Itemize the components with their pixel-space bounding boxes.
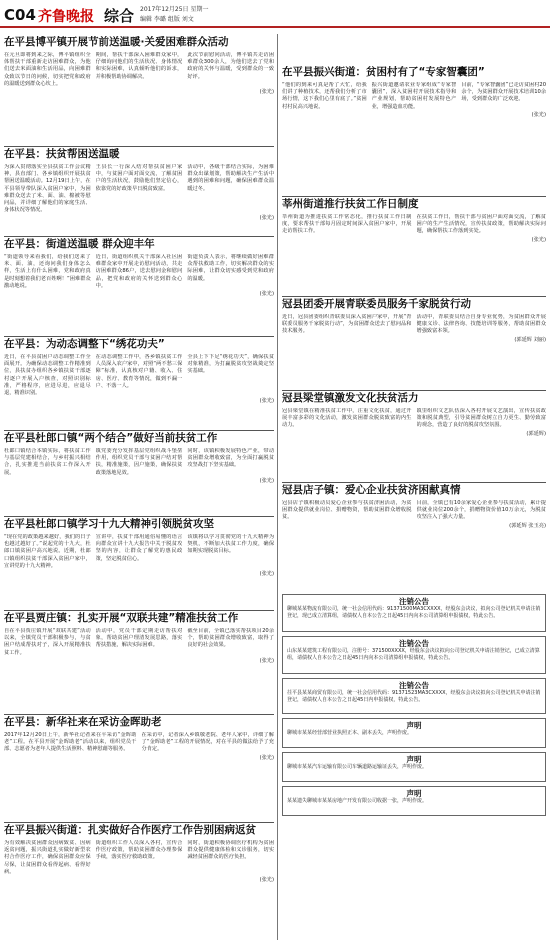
- article-paragraph: 莘州街道为推进扶贫工作常态化，推行扶贫工作日制度，要求帮扶干部每月固定时间深入贫困户家中，开展走访帮扶工作。: [282, 214, 412, 235]
- article-source: (郭延辉 刘丽): [514, 336, 546, 343]
- article-source: (张光): [259, 215, 274, 222]
- article-separator: [4, 236, 274, 237]
- notice-body: 聊城市某某经营部营业执照正本、副本丢失，声明作废。: [287, 730, 413, 736]
- article-paragraph: 近日，冠县团委组织青联委员深入贫困户家中，开展“青联委员服务千家脱贫行动”，为贫困群众送去了慰问品和技术服务。: [282, 314, 412, 335]
- notice-box: [282, 636, 546, 674]
- article-paragraph: 在采访中，记者深入乡镇敬老院、老年人家中，详细了解了“金晖助老”工程的开展情况，对在平县的做法给予了充分肯定。: [141, 732, 274, 753]
- article-source: (郭延辉 张玉亮): [509, 522, 546, 529]
- article-paragraph: 街道负责人表示，将继续做好困难群众帮扶救助工作，切实解决群众的实际困难，让群众切实感受到党和政府的温暖。: [187, 254, 274, 282]
- article-source: (张光): [259, 477, 274, 484]
- article-separator: [4, 430, 274, 431]
- article-dulangkou-19th-congress: [4, 518, 274, 608]
- article-dulangkou-two-combinations: [4, 432, 274, 514]
- article-source: (郭延辉): [526, 430, 546, 437]
- article-paragraph: 2017年12月20日上午，新华社记者来在平采访“金晖助老”工程。在平县开展“金晖助老”活动以来，组织党员干部、志愿者为老年人提供生活照料、精神慰藉等服务。: [4, 732, 137, 753]
- notice-title: 声明: [406, 755, 422, 764]
- article-paragraph: 同时，该镇积极发展特色产业，带动贫困群众增收致富，为全面打赢脱贫攻坚战打下坚实基础。: [187, 448, 274, 469]
- masthead: [0, 0, 550, 28]
- notice-box: [282, 786, 546, 816]
- notice-box: [282, 678, 546, 714]
- article-paragraph: 该镇将以学习贯彻党的十九大精神为契机，不断加大扶贫工作力度，确保如期实现脱贫目标。: [187, 534, 274, 555]
- notice-title: 声明: [406, 789, 422, 798]
- notice-body: 聊城市某某汽车运输有限公司车辆道路运输证丢失，声明作废。: [287, 764, 428, 770]
- editors-credit: 编辑 李璐 组版 刘文: [140, 16, 194, 23]
- article-headline: 冠县店子镇：爱心企业扶贫济困献真情: [282, 484, 461, 496]
- article-dynamic-adjustment: [4, 338, 274, 428]
- notice-title: 注销公告: [399, 597, 429, 606]
- article-xinhua-elderly-care: [4, 716, 274, 820]
- article-headline: 在平县：为动态调整下“绣花功夫”: [4, 338, 165, 350]
- article-paragraph: 杜郎口镇结合本镇实际，将扶贫工作与基层党建相结合，与乡村振兴相结合，扎实推进当前扶贫工作深入开展。: [4, 448, 91, 476]
- article-separator: [4, 516, 274, 517]
- article-paragraph: 振兴街道邀请农业专家组成“专家智囊团”，深入贫困村开展技术指导和产业规划，帮助贫困村发展特色产业，增强造血功能。: [371, 82, 457, 110]
- article-paragraph: 活动中，党员干部定期走访帮扶对象，帮助贫困户理清发展思路，落实帮扶措施，解决实际困难。: [95, 628, 183, 649]
- article-headline: 在平县贾庄镇：扎实开展“双联共建”精准扶贫工作: [4, 612, 239, 624]
- article-paragraph: 期间，帮扶干部深入困难群众家中，仔细询问他们的生活状况、身体情况和实际困难，认真倾听他们的诉求，并积极帮助协调解决。: [95, 52, 183, 80]
- article-paragraph: 街道组织工作人员深入各村，宣传合作医疗政策，帮助贫困群众办理参保手续，落实医疗救助政策。: [95, 840, 183, 861]
- article-source: (张光): [259, 754, 274, 761]
- article-separator: [4, 714, 274, 715]
- notice-body: 某某遗失聊城市某某房地产开发有限公司收据一张，声明作废。: [287, 798, 428, 804]
- article-paragraph: 自在平县贾庄镇开展“双联共建”活动以来，全镇党员干部积极参与，与贫困户结成帮扶对子，深入开展精准扶贫工作。: [4, 628, 91, 656]
- article-headline: 在平县：新华社来在采访金晖助老: [4, 716, 162, 728]
- article-paragraph: 此次节前慰问活动，博平镇共走访困难群众300余人，为他们送去了党和政府的关怀与温暖，受到群众的一致好评。: [187, 52, 274, 80]
- article-paragraph: “街道领导来看我们，给我们送来了米、面、油，还询问我们身体怎么样，生活上有什么困难，党和政府真是时刻想着我们老百姓啊！”困难群众激动地说。: [4, 254, 91, 289]
- article-headline: 在平县振兴街道：扎实做好合作医疗工作告别困病返贫: [4, 824, 256, 836]
- article-separator: [4, 822, 274, 823]
- notice-box: [282, 718, 546, 748]
- article-paragraph: 活动中，各级干部结合实际，为困难群众出谋划策，帮助解决生产生活中遇到的困难和问题，确保困难群众温暖过冬。: [187, 164, 274, 192]
- article-boping-warmth: [4, 36, 274, 144]
- article-source: (张光): [259, 571, 274, 578]
- article-paragraph: 目前，全镇已有10余家爱心企业参与扶贫活动，累计提供就业岗位200余个，捐赠物资价值10万余元，为脱贫攻坚注入了强大力量。: [416, 500, 546, 521]
- article-paragraph: 王县长一行深入结对帮扶贫困户家中，与贫困户面对面交流，了解贫困户的生活状况，鼓励他们坚定信心，依靠党的好政策早日脱贫致富。: [95, 164, 183, 192]
- article-paragraph: 近日，在平县贫困户动态调整工作全面展开。为确保动态调整工作精准到位，县扶贫办组织各乡镇扶贫干部逐村逐户开展入户核查，对照识别标准，严格程序，应进尽进，应退尽退，精准识别。: [4, 354, 91, 397]
- article-headline: 冠县梁堂镇激发文化扶贫活力: [282, 392, 419, 404]
- article-zhenxing-medical-care: [4, 824, 274, 940]
- article-separator: [282, 482, 546, 483]
- article-source: (张光): [259, 291, 274, 298]
- article-source: (张光): [531, 236, 546, 243]
- article-separator: [4, 610, 274, 611]
- article-headline: 在平县博平镇开展节前送温暖·关爱困难群众活动: [4, 36, 229, 48]
- article-liangtang-culture: [282, 392, 546, 480]
- article-paragraph: 为有效解决贫困群众因病致贫、因病返贫问题，振兴街道扎实做好新型农村合作医疗工作，确保贫困群众应保尽保，让贫困群众看得起病、看得好病。: [4, 840, 91, 875]
- article-paragraph: 目前，“专家智囊团”已走访贫困村20余个，为贫困群众开展技术培训10余场，受到群众的广泛欢迎。: [461, 82, 546, 103]
- article-paragraph: 镇党委充分发挥基层党组织战斗堡垒作用，组织党员干部与贫困户结对帮扶，精准施策，因户施策，确保扶贫政策落地见效。: [95, 448, 183, 476]
- notice-body: 茌平县某某商贸有限公司，统一社会信用代码：91371523MA3CXXXX，经股东会决议拟向公司登记机关申请注销登记，请债权人自本公告之日起45日内申报债权，特此公告。: [287, 690, 541, 703]
- article-headline: 冠县团委开展青联委员服务千家脱贫行动: [282, 298, 471, 310]
- notice-body: 聊城某某物流有限公司，统一社会信用代码：91371500MA3CXXXX，经股东会决议，拟向公司登记机关申请注销登记，现已成立清算组，请债权人自本公告之日起45日内向本公司清算组申报债权，特此公告。: [287, 606, 541, 619]
- article-paragraph: 冠县梁堂镇在精准扶贫工作中，注重文化扶贫，通过开展丰富多彩的文化活动，激发贫困群众脱贫致富的内生动力。: [282, 408, 412, 429]
- article-headline: 在平县振兴街道：贫困村有了“专家智囊团”: [282, 66, 485, 78]
- article-jiazhuang-dual-link: [4, 612, 274, 712]
- notice-title: 声明: [406, 721, 422, 730]
- article-paragraph: 在动态调整工作中，各乡镇扶贫工作人员深入农户家中，对照“两不愁三保障”标准，认真核对户籍、收入、住房、医疗、教育等情况，做到不漏一户、不落一人。: [95, 354, 183, 389]
- article-youth-league-service: [282, 298, 546, 388]
- article-paragraph: 近日，街道组织机关干部深入社区困难群众家中开展走访慰问活动，共走访困难群众86户，送去慰问金和慰问品，把党和政府的关怀送到群众心中。: [95, 254, 183, 289]
- article-headline: 在平县：扶贫帮困送温暖: [4, 148, 120, 160]
- article-paragraph: 同时，街道积极协调医疗机构为贫困群众提供健康体检和义诊服务，切实减轻贫困群众的医疗负担。: [187, 840, 274, 861]
- column-divider: [277, 34, 278, 940]
- notice-body: 山东某某建筑工程有限公司，注册号：371500XXXX，经股东会决议拟向公司登记机关申请注销登记，已成立清算组，请债权人自本公告之日起45日内向本公司清算组申报债权，特此公告。: [287, 648, 540, 661]
- article-street-warmth: [4, 238, 274, 334]
- article-paragraph: 冠县店子镇积极动员爱心企业参与扶贫济困活动，为贫困群众提供就业岗位、捐赠物资，帮助贫困群众增收脱贫。: [282, 500, 412, 521]
- article-dianzi-charity: [282, 484, 546, 588]
- article-paragraph: 为深入贯彻落实全县扶贫工作会议精神，县直部门、各乡镇组织开展扶贫帮困送温暖活动。12月19日上午，在平县领导带队深入贫困户家中，为困难群众送去了米、面、油、棉被等慰问品，并详细了解他们的家庭生活、身体状况等情况。: [4, 164, 91, 214]
- article-shenzhou-workday: [282, 198, 546, 294]
- article-paragraph: 宣讲中，扶贫干部用通俗易懂的语言向群众宣讲十九大报告中关于脱贫攻坚的内容，让群众了解党的惠民政策，坚定脱贫信心。: [95, 534, 183, 562]
- article-chiping-poverty-relief: [4, 148, 274, 234]
- article-paragraph: “他们的到来可真是帮了大忙，给我们讲了种植技术，还帮我们分析了市场行情，这下我们心里有底了。”贫困村村民高兴地说。: [282, 82, 367, 110]
- article-paragraph: 全县上下下足“绣花功夫”，确保扶贫对象精准，为打赢脱贫攻坚战奠定坚实基础。: [187, 354, 274, 375]
- article-paragraph: 在元旦即将到来之际，博平镇组织全体帮扶干部重新走访困难群众，为他们送去米面油和生活用品，向困难群众致以节日的问候，切实把党和政府的温暖送到群众心坎上。: [4, 52, 91, 87]
- article-paragraph: “现在党的政策越来越好，我们的日子也越过越好了。”说起党的十九大，杜郎口镇贫困户高兴地说。近期，杜郎口镇组织扶贫干部深入贫困户家中，宣讲党的十九大精神。: [4, 534, 91, 569]
- article-headline: 莘州街道推行扶贫工作日制度: [282, 198, 419, 210]
- notice-title: 注销公告: [399, 639, 429, 648]
- article-paragraph: 截至目前，全镇已落实帮扶项目20余个，帮助贫困群众增收致富，取得了良好的社会效果。: [187, 628, 274, 649]
- article-paragraph: 活动中，青联委员结合自身专业优势，为贫困群众开展健康义诊、法律咨询、技能培训等服务，帮助贫困群众增强致富本领。: [416, 314, 546, 335]
- section-title: 综合: [104, 7, 135, 25]
- notice-box: [282, 594, 546, 632]
- article-paragraph: 在扶贫工作日，帮扶干部与贫困户面对面交流，了解贫困户的生产生活情况，宣传扶贫政策，帮助解决实际问题，确保帮扶工作落到实处。: [416, 214, 546, 235]
- article-separator: [4, 336, 274, 337]
- article-separator: [282, 390, 546, 391]
- article-separator: [4, 146, 274, 147]
- article-separator: [282, 296, 546, 297]
- notice-box: [282, 752, 546, 782]
- paper-name-logo: 齐鲁晚报: [38, 9, 94, 25]
- article-source: (张光): [531, 111, 546, 118]
- article-separator: [282, 196, 546, 197]
- issue-date: 2017年12月25日 星期一: [140, 6, 209, 13]
- article-source: (张光): [259, 877, 274, 884]
- article-expert-think-tank: [282, 66, 546, 194]
- article-headline: 在平县杜郎口镇“两个结合”做好当前扶贫工作: [4, 432, 218, 444]
- article-paragraph: 镇里组织文艺队伍深入各村开展文艺演出，宣传扶贫政策和脱贫典型，引导贫困群众树立自力更生、勤劳致富的观念，营造了良好的脱贫攻坚氛围。: [416, 408, 546, 429]
- article-headline: 在平县杜郎口镇学习十九大精神引领脱贫攻坚: [4, 518, 214, 530]
- article-source: (张光): [259, 657, 274, 664]
- article-headline: 在平县：街道送温暖 群众迎丰年: [4, 238, 155, 250]
- notice-title: 注销公告: [399, 681, 429, 690]
- article-source: (张光): [259, 89, 274, 96]
- page-number: C04: [4, 6, 36, 24]
- article-source: (张光): [259, 398, 274, 405]
